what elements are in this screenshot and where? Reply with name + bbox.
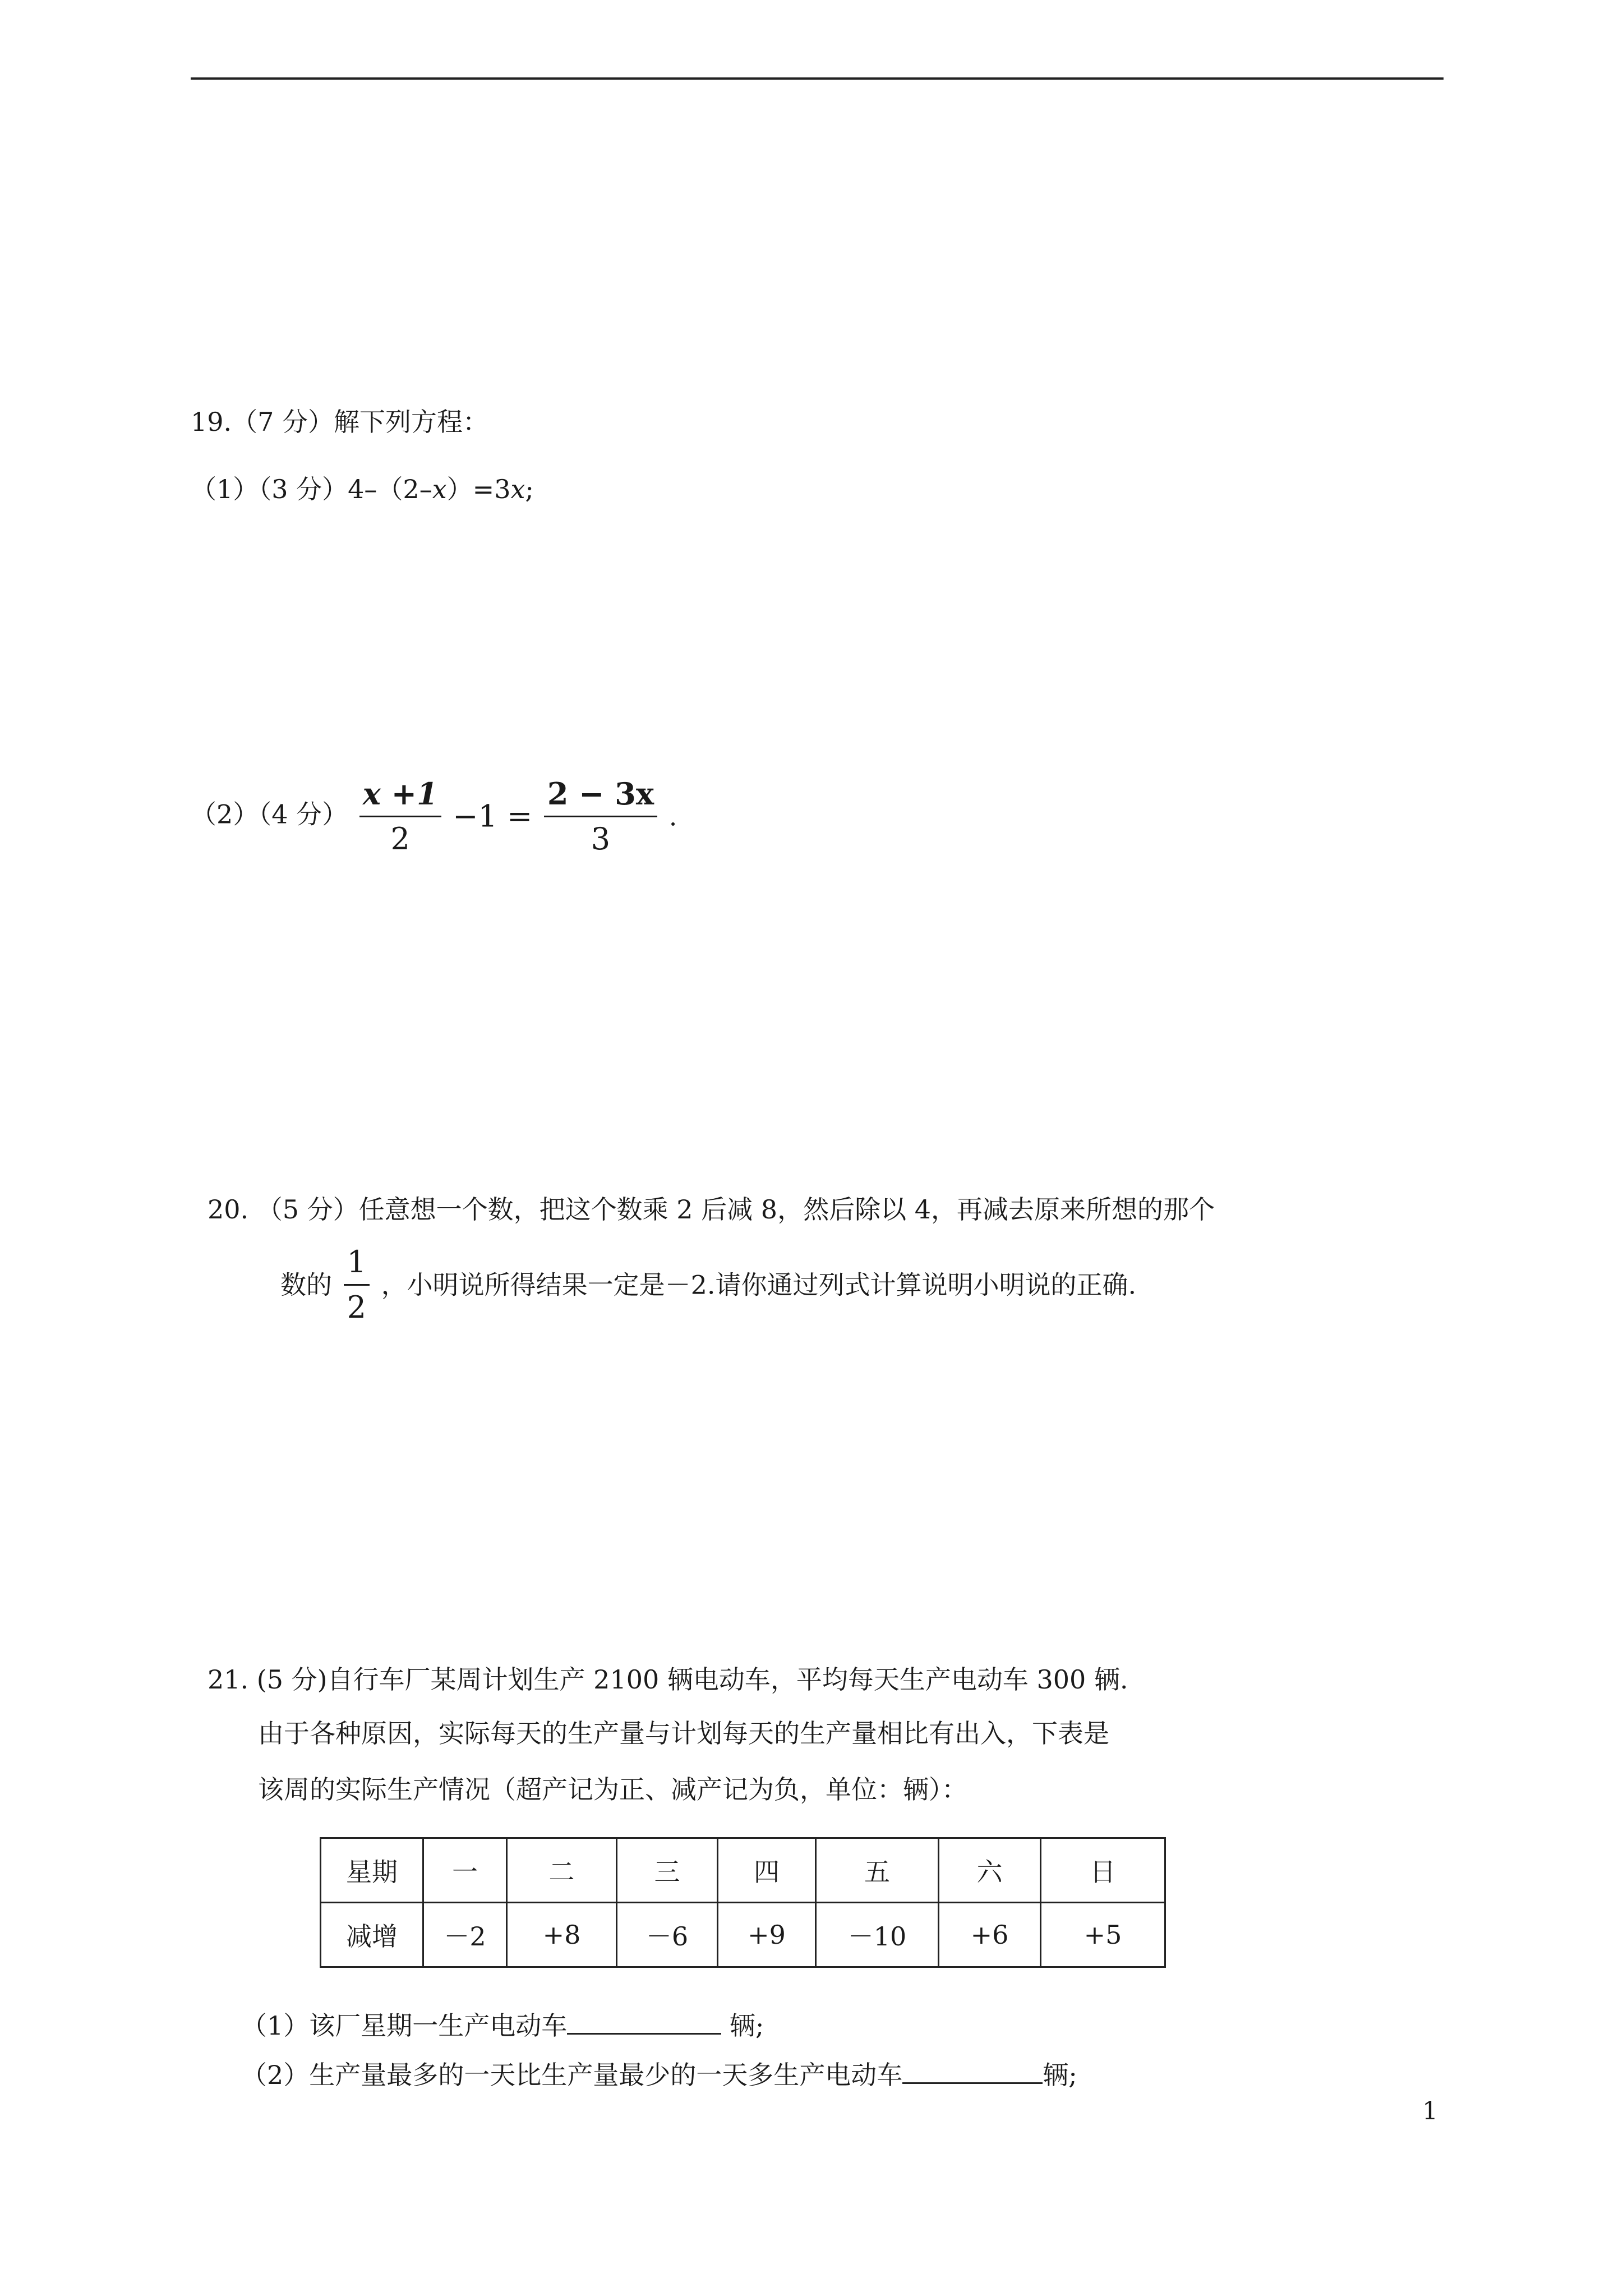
q19-part1: （1）（3 分）4–（2–x）=3x; [191,474,534,504]
table-cell: +5 [1041,1903,1165,1967]
table-cell: 日 [1041,1838,1165,1903]
q20-half-fraction: $\frac{1}{2}$ [344,1243,370,1327]
header-rule [191,77,1444,80]
q20-line1: 20. （5 分）任意想一个数，把这个数乘 2 后减 8，然后除以 4，再减去原来所想的那个 [208,1194,1215,1225]
table-cell: 三 [617,1838,718,1903]
answer-blank-1[interactable] [567,2007,721,2035]
table-cell: －2 [423,1903,507,1967]
table-cell: 六 [939,1838,1041,1903]
q21-line2: 由于各种原因，实际每天的生产量与计划每天的生产量相比有出入，下表是 [258,1718,1109,1749]
table-row [321,1903,1165,1967]
q21-line1: 21. (5 分)自行车厂某周计划生产 2100 辆电动车，平均每天生产电动车 300 辆. [208,1664,1128,1695]
table-cell: 星期 [321,1838,423,1903]
table-cell: －6 [617,1903,718,1967]
table-cell: －10 [816,1903,939,1967]
q20-line2: 数的 $\frac{1}{2}$ ，小明说所得结果一定是－2.请你通过列式计算说明小明说的正确. [280,1243,1136,1327]
q19-lhs-fraction: $\frac{x +1}{2}$ [359,774,441,859]
page-number: 1 [1422,2097,1438,2125]
table-cell: +8 [507,1903,617,1967]
q19-rhs-fraction: $\frac{2 - 3x}{3}$ [544,774,657,859]
table-cell: 二 [507,1838,617,1903]
table-cell: 五 [816,1838,939,1903]
q19-part2: （2）（4 分） $\frac{x +1}{2}$ −1 = $\frac{2 - 3x}{3}$ . [191,774,677,859]
table-cell: 一 [423,1838,507,1903]
table-cell: 减增 [321,1903,423,1967]
table-cell: 四 [718,1838,816,1903]
table-cell: +9 [718,1903,816,1967]
q21-sub1: （1）该厂星期一生产电动车 辆; [241,2007,764,2042]
production-table [320,1837,1166,1968]
table-header-row [321,1838,1165,1903]
answer-blank-2[interactable] [902,2056,1043,2084]
table-cell: +6 [939,1903,1041,1967]
q21-sub2: （2）生产量最多的一天比生产量最少的一天多生产电动车 辆; [241,2056,1077,2092]
q19-title: 19.（7 分）解下列方程： [191,407,489,437]
q21-line3: 该周的实际生产情况（超产记为正、减产记为负，单位：辆）： [258,1774,967,1805]
